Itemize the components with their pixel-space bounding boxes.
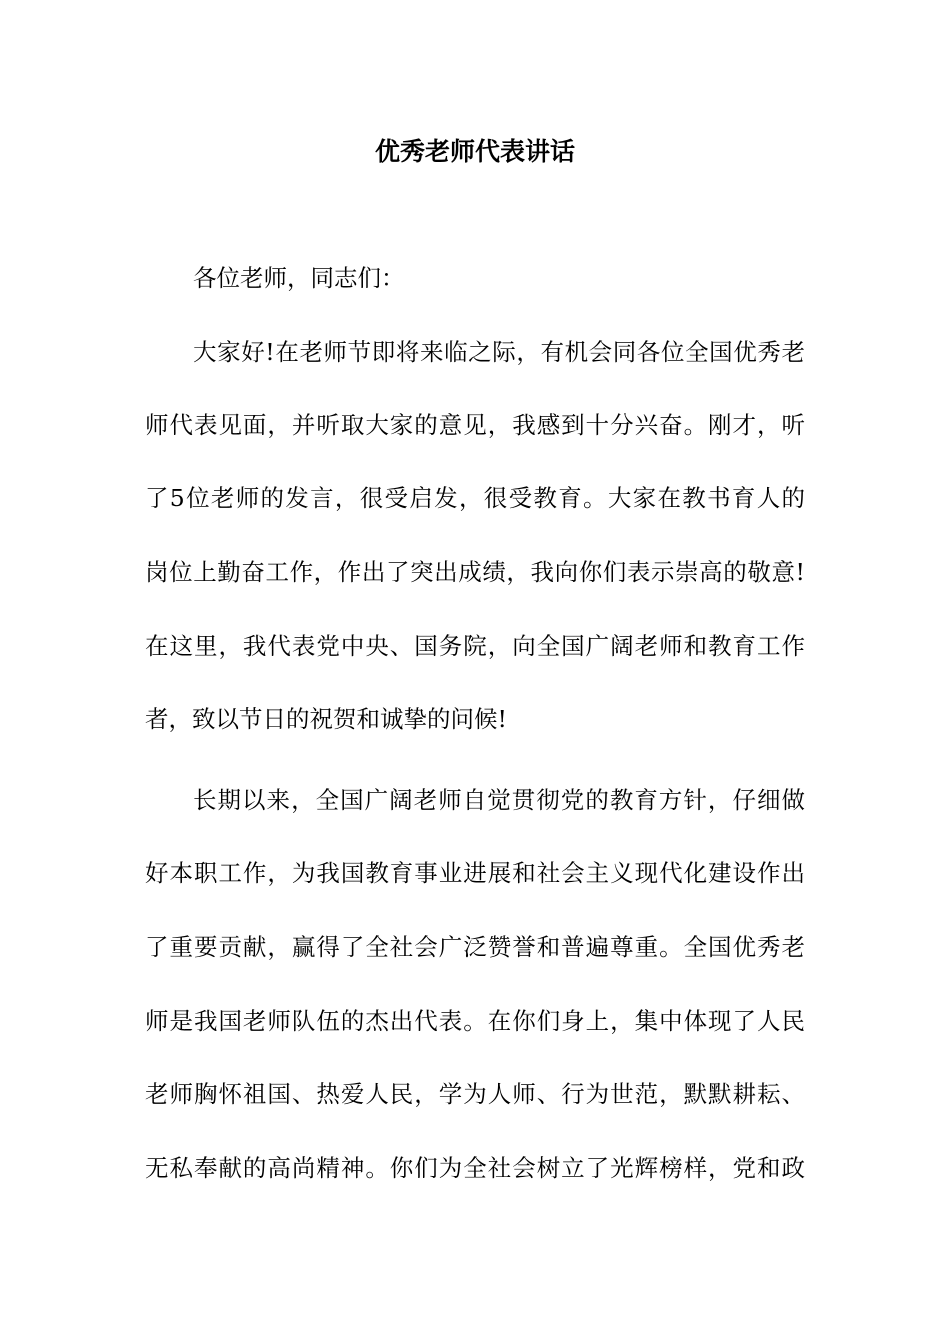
body-line: 者，致以节日的祝贺和诚挚的问候! [145, 705, 507, 733]
body-line: 师代表见面，并听取大家的意见，我感到十分兴奋。刚才，听 [145, 411, 805, 439]
document-title: 优秀老师代表讲话 [374, 137, 575, 166]
body-line: 了5位老师的发言，很受启发，很受教育。大家在教书育人的 [145, 484, 805, 512]
body-line: 无私奉献的高尚精神。你们为全社会树立了光辉榜样，党和政 [145, 1154, 805, 1182]
body-line: 岗位上勤奋工作，作出了突出成绩，我向你们表示崇高的敬意! [145, 558, 805, 586]
body-line: 长期以来，全国广阔老师自觉贯彻党的教育方针，仔细做 [193, 786, 805, 814]
body-line: 师是我国老师队伍的杰出代表。在你们身上，集中体现了人民 [145, 1007, 805, 1035]
body-line: 好本职工作，为我国教育事业进展和社会主义现代化建设作出 [145, 859, 805, 887]
body-line: 了重要贡献，赢得了全社会广泛赞誉和普遍尊重。全国优秀老 [145, 933, 805, 961]
body-line: 大家好!在老师节即将来临之际，有机会同各位全国优秀老 [193, 338, 805, 366]
body-line: 在这里，我代表党中央、国务院，向全国广阔老师和教育工作 [145, 632, 805, 660]
body-line: 老师胸怀祖国、热爱人民，学为人师、行为世范，默默耕耘、 [145, 1080, 805, 1108]
salutation-line: 各位老师，同志们： [193, 264, 405, 292]
